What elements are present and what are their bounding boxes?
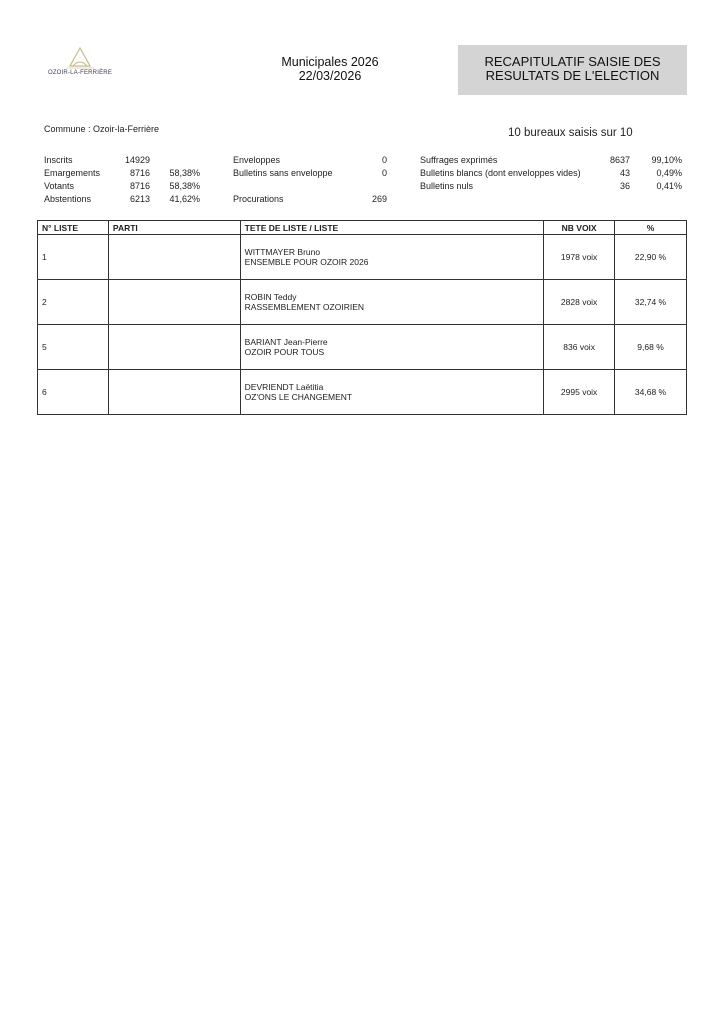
stat-label: Bulletins nuls <box>420 181 474 191</box>
tete-de-liste: WITTMAYER Bruno <box>244 247 321 257</box>
tete-de-liste: ROBIN Teddy <box>244 292 297 302</box>
cell-parti <box>108 370 240 415</box>
stat-pct: 0,41% <box>656 181 682 191</box>
stat-pct: 58,38% <box>169 168 200 178</box>
tete-de-liste: DEVRIENDT Laëtitia <box>244 382 324 392</box>
cell-parti <box>108 325 240 370</box>
election-name: Municipales 2026 <box>281 55 379 69</box>
stat-value: 0 <box>381 168 387 178</box>
stat-value: 14929 <box>124 155 150 165</box>
stat-value: 0 <box>381 155 387 165</box>
cell-tete-liste <box>240 280 544 325</box>
cell-pct: 32,74 % <box>615 280 687 325</box>
cell-voix: 2828 voix <box>544 280 615 325</box>
stat-label: Bulletins blancs (dont enveloppes vides) <box>420 168 581 178</box>
stat-value: 6213 <box>129 194 150 204</box>
logo-emblem-icon <box>40 46 120 70</box>
cell-voix: 836 voix <box>544 325 615 370</box>
election-header <box>255 55 405 83</box>
header-tete-liste: TETE DE LISTE / LISTE <box>240 221 544 235</box>
stat-pct: 58,38% <box>169 181 200 191</box>
stat-label: Suffrages exprimés <box>420 155 498 165</box>
table-header-row <box>38 221 687 235</box>
stat-value: 8637 <box>609 155 630 165</box>
bureaux-count: 10 bureaux saisis sur 10 <box>508 127 633 139</box>
cell-tete-liste <box>240 325 544 370</box>
cell-pct: 22,90 % <box>615 235 687 280</box>
stat-value: 269 <box>371 194 387 204</box>
commune-label: Commune : Ozoir-la-Ferrière <box>44 124 160 134</box>
stat-value: 43 <box>619 168 630 178</box>
stat-value: 8716 <box>129 168 150 178</box>
logo-text: OZOIR-LA-FERRIÈRE <box>47 70 113 76</box>
cell-pct: 9,68 % <box>615 325 687 370</box>
stat-label: Bulletins sans enveloppe <box>233 168 333 178</box>
liste-name: ENSEMBLE POUR OZOIR 2026 <box>244 257 369 267</box>
table-row <box>38 280 687 325</box>
title-line-1: RECAPITULATIF SAISIE DES <box>484 54 661 69</box>
stat-value: 36 <box>619 181 630 191</box>
cell-pct: 34,68 % <box>615 370 687 415</box>
cell-num: 1 <box>38 235 109 280</box>
stat-label: Inscrits <box>44 155 73 165</box>
header-num-liste: N° LISTE <box>38 221 109 235</box>
stat-pct: 99,10% <box>651 155 682 165</box>
stat-label: Enveloppes <box>233 155 281 165</box>
document-title-box <box>458 45 687 95</box>
liste-name: OZOIR POUR TOUS <box>244 347 325 357</box>
city-logo <box>40 46 120 86</box>
cell-parti <box>108 235 240 280</box>
cell-tete-liste <box>240 235 544 280</box>
table-row <box>38 370 687 415</box>
stat-value: 8716 <box>129 181 150 191</box>
cell-tete-liste <box>240 370 544 415</box>
stat-label: Emargements <box>44 168 101 178</box>
cell-parti <box>108 280 240 325</box>
cell-num: 5 <box>38 325 109 370</box>
results-table <box>37 220 687 415</box>
liste-name: RASSEMBLEMENT OZOIRIEN <box>244 302 365 312</box>
cell-voix: 1978 voix <box>544 235 615 280</box>
header-parti: PARTI <box>108 221 240 235</box>
tete-de-liste: BARIANT Jean-Pierre <box>244 337 328 347</box>
table-row <box>38 235 687 280</box>
stat-pct: 0,49% <box>656 168 682 178</box>
header-pct: % <box>615 221 687 235</box>
cell-num: 2 <box>38 280 109 325</box>
header-nb-voix: NB VOIX <box>544 221 615 235</box>
election-date: 22/03/2026 <box>298 69 362 83</box>
stat-label: Abstentions <box>44 194 92 204</box>
liste-name: OZ'ONS LE CHANGEMENT <box>244 392 353 402</box>
stat-label: Procurations <box>233 194 284 204</box>
cell-voix: 2995 voix <box>544 370 615 415</box>
cell-num: 6 <box>38 370 109 415</box>
stat-label: Votants <box>44 181 75 191</box>
stat-pct: 41,62% <box>169 194 200 204</box>
title-line-2: RESULTATS DE L'ELECTION <box>485 68 660 83</box>
table-row <box>38 325 687 370</box>
